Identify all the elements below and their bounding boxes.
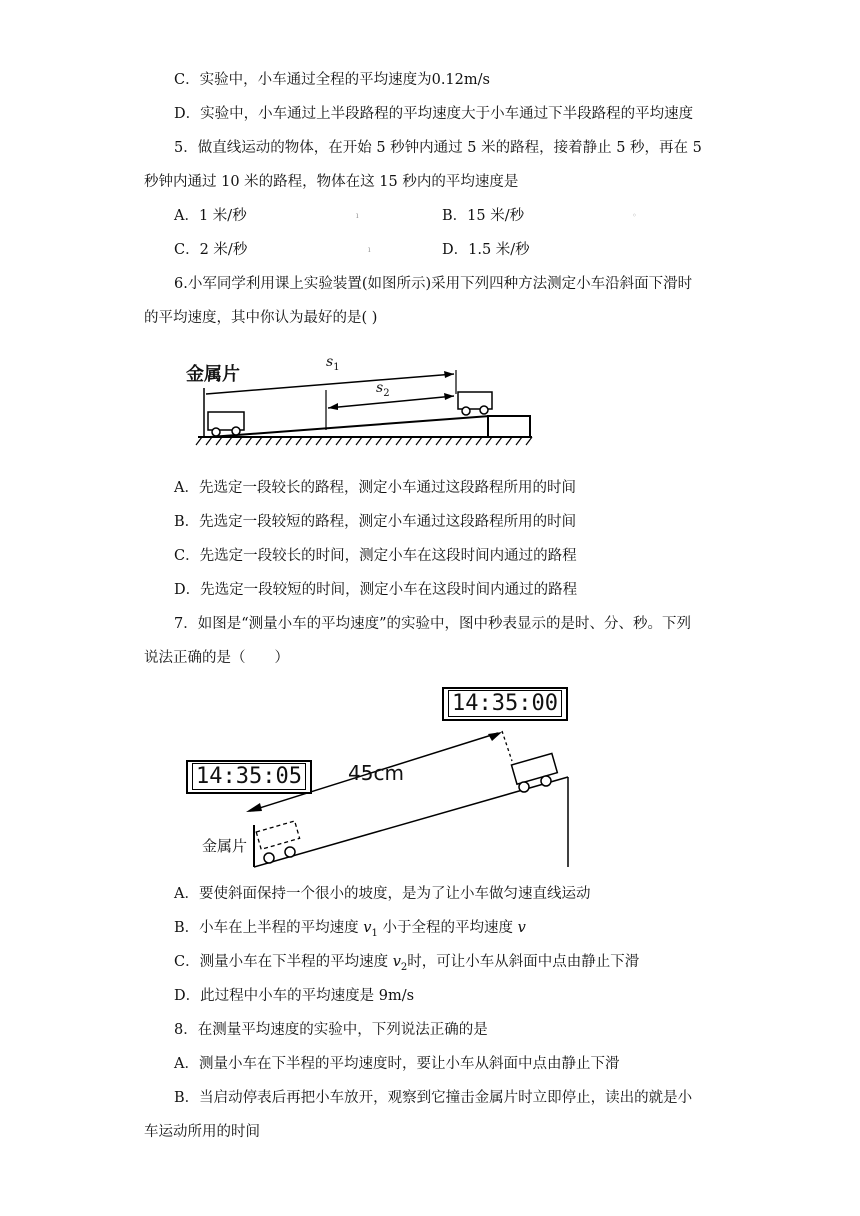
distance-label: 45cm	[348, 761, 404, 785]
s1-symbol: s	[326, 354, 334, 370]
v1-subscript: 1	[371, 927, 378, 939]
q4-option-c: C．实验中，小车通过全程的平均速度为0.12m/s	[174, 72, 490, 88]
q6-incline-figure	[180, 350, 540, 450]
q6-option-a: A．先选定一段较长的路程，测定小车通过这段路程所用的时间	[174, 480, 576, 496]
stopwatch-top	[442, 687, 568, 721]
q6-option-c: C．先选定一段较长的时间，测定小车在这段时间内通过的路程	[174, 548, 577, 564]
stopwatch-bottom	[186, 760, 312, 794]
q7-option-b	[174, 918, 526, 944]
q6-option-b: B．先选定一段较短的路程，测定小车通过这段路程所用的时间	[174, 514, 577, 530]
q6-stem-line2: 的平均速度，其中你认为最好的是( )	[144, 310, 378, 326]
metal-plate-label: 金属片	[186, 364, 240, 385]
s1-label	[326, 354, 340, 373]
q7-stem-line2: 说法正确的是（ ）	[144, 650, 289, 666]
v1-symbol: v	[363, 920, 372, 936]
q5-stem-line2: 秒钟内通过 10 米的路程，物体在这 15 秒内的平均速度是	[144, 174, 519, 190]
q6-stem-line1: 6.小军同学利用课上实验装置(如图所示)采用下列四种方法测定小车沿斜面下滑时	[174, 276, 693, 292]
q7-option-b-text: B．小车在上半程的平均速度	[174, 920, 364, 936]
s2-subscript: 2	[383, 387, 390, 399]
q4-option-d: D．实验中，小车通过上半段路程的平均速度大于小车通过下半段路程的平均速度	[174, 106, 694, 122]
stopwatch-bottom-reading: 14:35:05	[192, 763, 306, 790]
q8-option-b-line1: B．当启动停表后再把小车放开，观察到它撞击金属片时立即停止，读出的就是小	[174, 1090, 693, 1106]
scan-speck: ı	[368, 245, 371, 254]
q6-option-d: D．先选定一段较短的时间，测定小车在这段时间内通过的路程	[174, 582, 578, 598]
v2-subscript: 2	[400, 961, 408, 973]
q7-option-d: D．此过程中小车的平均速度是 9m/s	[174, 988, 415, 1004]
v-symbol: v	[517, 920, 526, 936]
q7-incline-figure	[180, 685, 580, 870]
q7-option-b-text-2: 小于全程的平均速度	[377, 920, 518, 936]
s2-symbol: s	[376, 380, 384, 396]
q5-stem-line1: 5．做直线运动的物体，在开始 5 秒钟内通过 5 米的路程，接着静止 5 秒，再在 5	[174, 140, 702, 156]
q7-option-c-text-2: 时，可让小车从斜面中点由静止下滑	[407, 954, 640, 970]
q5-option-b: B．15 米/秒	[442, 208, 525, 224]
q5-option-a: A．1 米/秒	[174, 208, 247, 224]
s1-subscript: 1	[333, 361, 340, 373]
scan-speck: ◦	[632, 211, 637, 220]
q8-option-a: A．测量小车在下半程的平均速度时，要让小车从斜面中点由静止下滑	[174, 1056, 620, 1072]
q7-stem-line1: 7．如图是“测量小车的平均速度”的实验中，图中秒表显示的是时、分、秒。下列	[174, 616, 692, 632]
q7-option-a: A．要使斜面保持一个很小的坡度，是为了让小车做匀速直线运动	[174, 886, 591, 902]
s2-label	[376, 380, 390, 399]
q7-option-c-text: C．测量小车在下半程的平均速度	[174, 954, 393, 970]
v2-symbol: v	[392, 954, 401, 970]
metal-plate-label: 金属片	[202, 837, 248, 855]
q5-option-d: D．1.5 米/秒	[442, 242, 530, 258]
q5-option-c: C．2 米/秒	[174, 242, 248, 258]
stopwatch-top-reading: 14:35:00	[448, 690, 562, 717]
q8-option-b-line2: 车运动所用的时间	[144, 1124, 260, 1140]
q7-option-c	[174, 952, 639, 978]
q8-stem: 8．在测量平均速度的实验中，下列说法正确的是	[174, 1022, 488, 1038]
scan-speck: ı	[356, 211, 359, 220]
